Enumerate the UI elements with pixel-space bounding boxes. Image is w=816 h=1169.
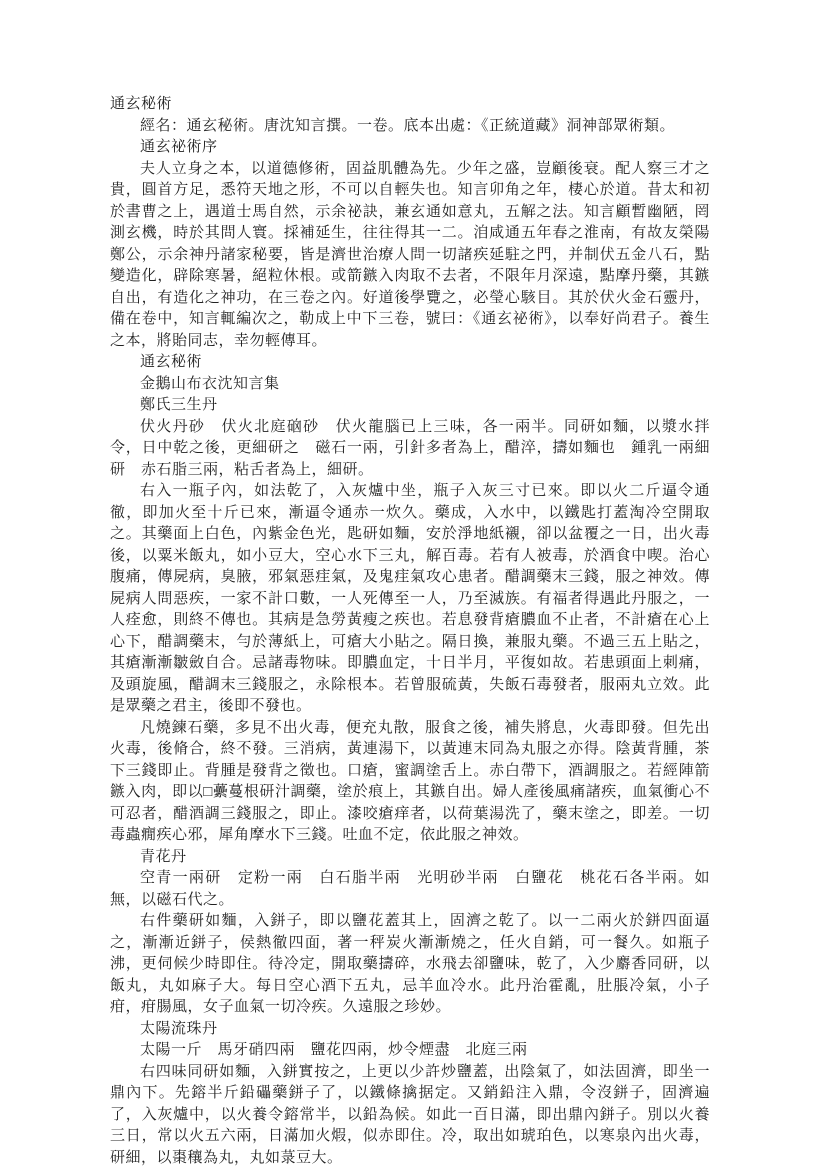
scripture-name-line: 經名：通玄秘術。唐沈知言撰。一卷。底本出處：《正統道藏》洞神部眾術類。 (110, 116, 710, 138)
recipe-title-qinghua: 青花丹 (110, 847, 710, 869)
recipe-method-3: 右四味同研如麵，入鉼實按之，上更以少許炒鹽蓋，出陰氣了，如法固濟，即坐一鼎內下。先鎔半斤鉛礧藥鉼子了，以鐵條擒据定。又銷鉛注入鼎，令沒鉼子，固濟遍了，入灰爐中，以火養令鎔常半，以鉛為候。如此一百日滿，即出鼎內鉼子。別以火養三日，常以火五六兩，日滿加火煆，似赤即住。冷，取出如琥珀色，以寒泉內出火毒，研細，以棗穰為丸，丸如菉豆大。 (110, 1062, 710, 1169)
author-line: 金鵝山布衣沈知言集 (110, 374, 710, 396)
preface-title: 通玄祕術序 (110, 137, 710, 159)
recipe-ingredients-3: 太陽一斤 馬牙硝四兩 鹽花四兩，炒令煙盡 北庭三兩 (110, 1040, 710, 1062)
recipe-method-1: 右入一瓶子內，如法乾了，入灰爐中坐，瓶子入灰三寸已來。即以火二斤逼令通徹，即加火至十斤已來，漸逼令通赤一炊久。藥成，入水中，以鐵匙打蓋淘冷空開取之。其藥面上白色，內紫金色光，匙研如麵，安於淨地紙襯，卻以盆覆之一日，出火毒後，以粟米飯丸，如小豆大，空心水下三丸，解百毒。若有人被毒，於酒食中喫。治心腹痛，傳屍病，臭腋，邪氣惡疰氣，及鬼疰氣攻心患者。醋調藥末三錢，服之神效。傳屍病人問惡疾，一家不計口數，一人死傳至一人，乃至滅族。有福者得遇此丹服之，一人痊愈，則終不傳也。其病是急勞黃瘦之疾也。若息發背瘡膿血不止者，不計瘡在心上心下，醋調藥末，勻於薄紙上，可瘡大小貼之。隔日換，兼服丸藥。不過三五上貼之，其瘡漸漸皺斂自合。忌諸毒物味。即膿血定，十日半月，平復如故。若患頭面上刺痛，及頭旋風，醋調末三錢服之，永除根本。若曾服硫黃，失飯石毒發者，服兩丸立效。此是眾藥之君主，後即不發也。 (110, 481, 710, 718)
recipe-ingredients-2: 空青一兩研 定粉一兩 白石脂半兩 光明砂半兩 白鹽花 桃花石各半兩。如無，以磁石代之。 (110, 868, 710, 911)
recipe-title-taiyang: 太陽流珠丹 (110, 1019, 710, 1041)
recipe-method-2: 右件藥研如麵，入鉼子，即以鹽花蓋其上，固濟之乾了。以一二兩火於鉼四面逼之，漸漸近鉼子，侯熱徹四面，著一秤炭火漸漸燒之，任火自銷，可一餐久。如瓶子沸，更伺候少時即住。待冷定，開取藥擣碎，水飛去卻鹽味，乾了，入少麝香同研，以飯丸，丸如麻子大。每日空心酒下五丸，忌羊血冷水。此丹治霍亂，肚脹冷氣，小子疳，疳腸風，女子血氣一切冷疾。久遠服之珍妙。 (110, 911, 710, 1019)
section-title-main: 通玄秘術 (110, 352, 710, 374)
recipe-title-zhengshi: 鄭氏三生丹 (110, 395, 710, 417)
preface-paragraph: 夫人立身之本，以道德修術，固益肌體為先。少年之盛，豈顧後衰。配人察三才之貴，圓首方足，悉符天地之形，不可以自輕失也。知言卯角之年，棲心於道。昔太和初於書曹之上，遇道士馬自然，示余祕訣，兼玄通如意丸，五解之法。知言顧暫幽陋，罔測玄機，時於其問人寰。採補延生，往往得其一二。洎咸通五年春之淮南，有故友榮陽鄭公，示余神丹諸家秘要，皆是濟世治療人問一切諸疾延駐之門，并制伏五金八石，點變造化，辟除寒暑，絕粒休根。或箭鏃入肉取不去者，不限年月深遠，點摩丹藥，其鏃自出，有造化之神功，在三卷之內。好道後學覽之，必瑩心駭目。其於伏火金石靈丹，備在卷中，知言輒編次之，勒成上中下三卷，號曰：《通玄祕術》，以奉好尚君子。養生之本，將貽同志，幸勿輕傳耳。 (110, 159, 710, 353)
recipe-ingredients-1: 伏火丹砂 伏火北庭硇砂 伏火龍腦已上三味，各一兩半。同研如麵，以漿水拌令，日中乾之後，更細研之 磁石一兩，引針多者為上，醋淬，擣如麵也 鍾乳一兩細研 赤石脂三兩，粘舌者為上，細研。 (110, 417, 710, 482)
recipe-notes-1: 凡燒鍊石藥，多見不出火毒，便充丸散，服食之後，補失將息，火毒即發。但先出火毒，後脩合，終不發。三消病，黃連湯下，以黃連末同為丸服之亦得。陰黃背腫，茶下三錢即止。背腫是發背之徵也。口瘡，蜜調塗舌上。赤白帶下，酒調服之。若經陣箭鏃入肉，即以□虆蔓根研汁調藥，塗於痕上，其鏃自出。婦人產後風痛諸疾，血氣衝心不可忍者，醋酒調三錢服之，即止。漆咬瘡痒者，以荷葉湯洗了，藥末塗之，即差。一切毒蟲癇疾心邪，犀角摩水下三錢。吐血不定，依此服之神效。 (110, 718, 710, 847)
doc-title: 通玄秘術 (110, 94, 710, 116)
document-body (110, 94, 710, 1169)
